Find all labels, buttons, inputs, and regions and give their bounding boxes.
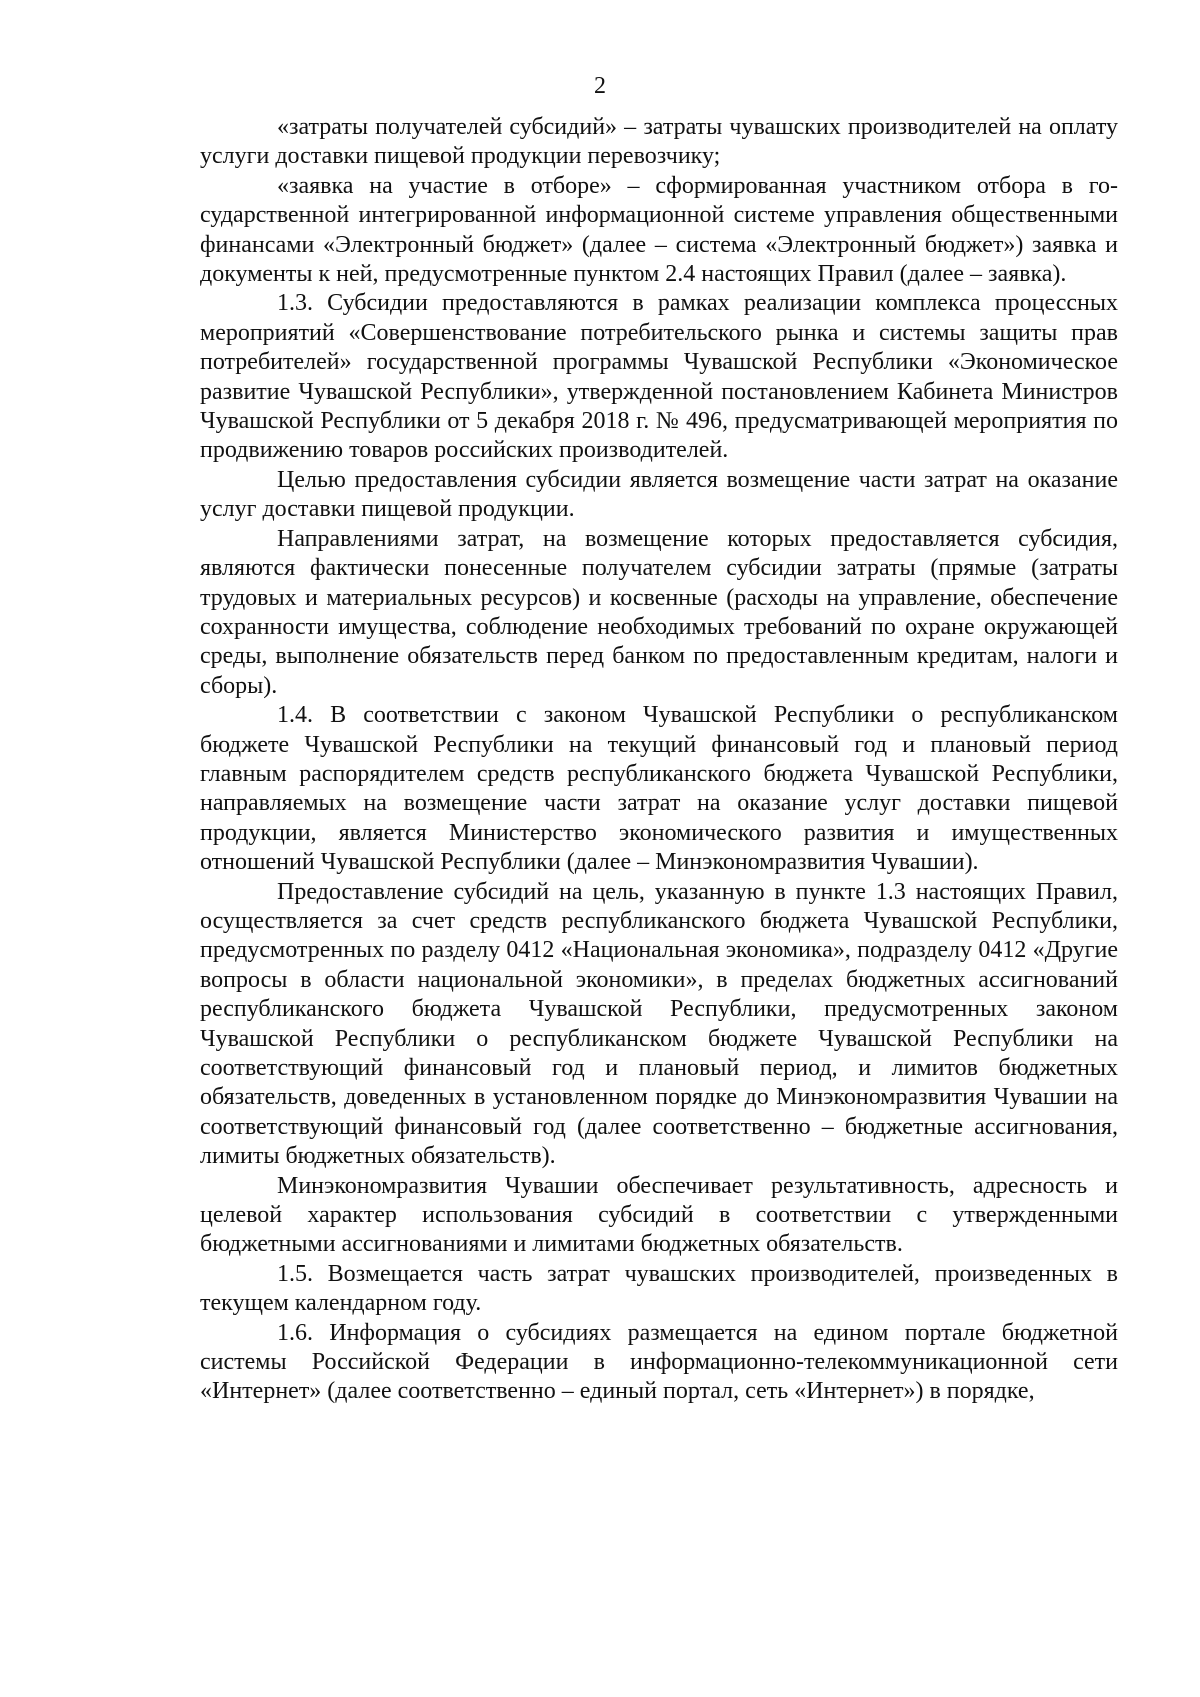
paragraph-application-definition: «заявка на участие в отборе» – сформированная участником отбора в государственной интегрированной информационной системе управления общественными финансами «Электронный бюджет» (далее – система «Электронный бюджет») заявка и документы к ней, предусмотренные пунктом 2.4 настоящих Правил (далее – заявка). (200, 172, 1118, 288)
paragraph-section-1-3: 1.3. Субсидии предоставляются в рамках реализации комплекса процессных мероприятий «Совершенствование потребительского рынка и системы защиты прав потребителей» государственной программы Чувашской Республики «Экономическое развитие Чувашской Республики», утвержденной постановлением Кабинета Министров Чувашской Республики от 5 декабря 2018 г. № 496, предусматривающей мероприятия по продвижению товаров российских производителей. (200, 290, 1118, 464)
paragraph-section-1-5: 1.5. Возмещается часть затрат чувашских производителей, произведенных в текущем календарном году. (200, 1260, 1118, 1317)
paragraph-funding-source: Предоставление субсидий на цель, указанную в пункте 1.3 настоящих Правил, осуществляется за счет средств республиканского бюджета Чувашской Республики, предусмотренных по разделу 0412 «Национальная экономика», подразделу 0412 «Другие вопросы в области национальной экономики», в пределах бюджетных ассигнований республиканского бюджета Чувашской Республики, предусмотренных законом Чувашской Республики о республиканском бюджете Чувашской Республики на соответствующий финансовый год и плановый период, и лимитов бюджетных обязательств, доведенных в установленном порядке до Минэкономразвития Чувашии на соответствующий финансовый год (далее соответственно – бюджетные ассигнования, лимиты бюджетных обязательств). (200, 878, 1118, 1170)
paragraph-costs-definition: «затраты получателей субсидий» – затраты чувашских производителей на оплату услуги доставки пищевой продукции перевозчику; (200, 114, 1118, 170)
page-number: 2 (594, 73, 606, 99)
paragraph-ministry-responsibility: Минэкономразвития Чувашии обеспечивает результативность, адресность и целевой характер использования субсидий в соответствии с утвержденными бюджетными ассигнованиями и лимитами бюджетных обязательств. (200, 1172, 1118, 1258)
paragraph-section-1-4: 1.4. В соответствии с законом Чувашской Республики о республиканском бюджете Чувашской Республики на текущий финансовый год и плановый период главным распорядителем средств республиканского бюджета Чувашской Республики, направляемых на возмещение части затрат на оказание услуг доставки пищевой продукции, является Министерство экономического развития и имущественных отношений Чувашской Республики (далее – Минэкономразвития Чувашии). (200, 702, 1118, 876)
paragraph-cost-directions: Направлениями затрат, на возмещение которых предоставляется субсидия, являются фактически понесенные получателем субсидии затраты (прямые (затраты трудовых и материальных ресурсов) и косвенные (расходы на управление, обеспечение сохранности имущества, соблюдение необходимых требований по охране окружающей среды, выполнение обязательств перед банком по предоставленным кредитам, налоги и сборы). (200, 525, 1118, 699)
paragraph-section-1-6: 1.6. Информация о субсидиях размещается на едином портале бюджетной системы Российской Федерации в информационно-телекоммуникационной сети «Интернет» (далее соответственно – единый портал, сеть «Интернет») в порядке, (200, 1319, 1118, 1405)
paragraph-purpose: Целью предоставления субсидии является возмещение части затрат на оказание услуг доставки пищевой продукции. (200, 466, 1118, 523)
document-body (200, 113, 1118, 1407)
